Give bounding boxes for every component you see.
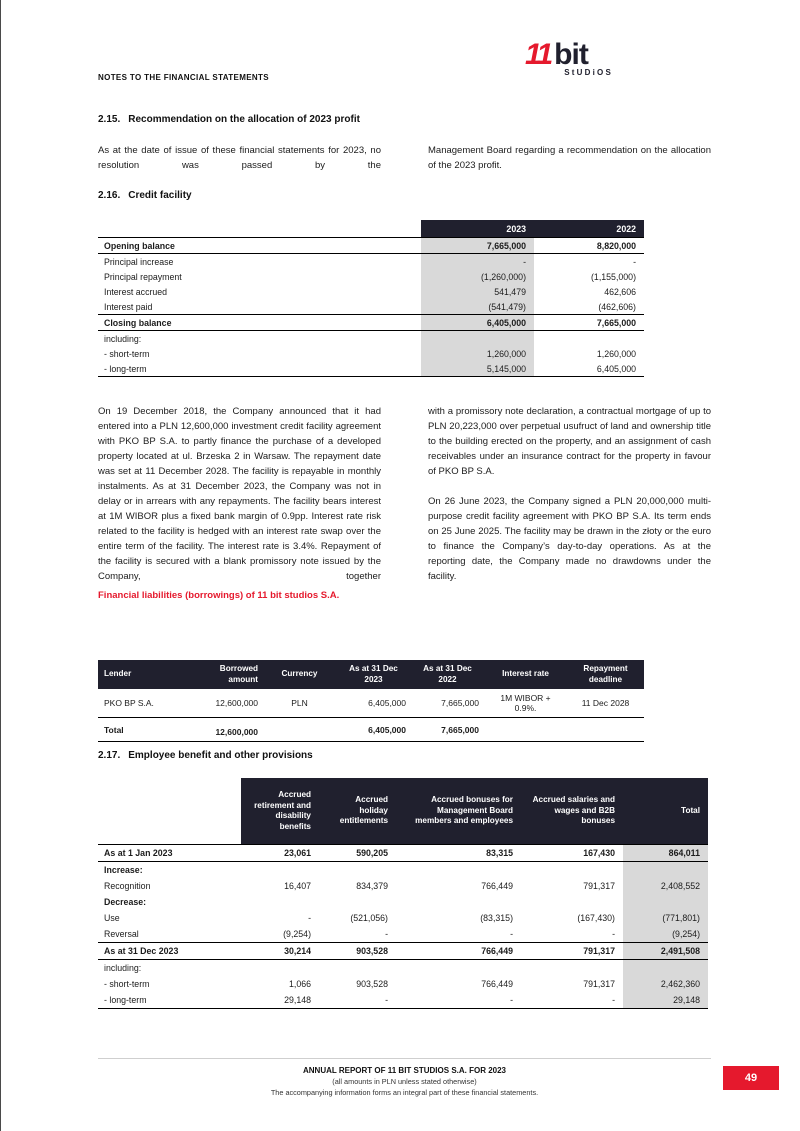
row-label: As at 31 Dec 2023: [98, 943, 241, 960]
employee-benefit-table: [98, 778, 708, 1009]
cell-total: 864,011: [623, 845, 708, 862]
cell: 903,528: [319, 943, 396, 960]
column-header-2023: 2023: [421, 220, 534, 238]
cell: 766,449: [481, 979, 513, 989]
paragraph: On 26 June 2023, the Company signed a PLN 20,000,000 multi-purpose credit facility agreement with PKO BP S.A. Its term ends on 25 June 2025. The facility may be drawn in the złoty or the euro to finance the Company’s day-to-day operations. As at the reporting date, the Company made no drawdowns under the facility.: [428, 496, 711, 582]
cell-2022: (462,606): [598, 301, 636, 312]
table-row: [98, 346, 644, 361]
table-header-row: [98, 778, 708, 845]
cell: (9,254): [283, 929, 311, 939]
empty-cell: [484, 718, 567, 742]
row-label: Opening balance: [98, 238, 421, 254]
row-label: including:: [104, 963, 142, 973]
cell-currency: PLN: [291, 698, 308, 708]
column-header-2022: 2022: [534, 220, 644, 238]
table-row: [98, 976, 708, 992]
cell: (167,430): [577, 913, 615, 923]
cell: 791,317: [583, 881, 615, 891]
section-number: 2.17.: [98, 750, 121, 761]
row-label: including:: [104, 333, 142, 344]
column-header-bonuses: Accrued bonuses for Management Board members and employees: [396, 778, 521, 845]
table-row: [98, 943, 708, 960]
column-header-retirement: Accrued retirement and disability benefits: [241, 778, 319, 845]
table-row: [98, 878, 708, 894]
cell-2023: (1,260,000): [421, 269, 534, 284]
cell-dec-2022: 7,665,000: [441, 698, 479, 708]
cell: 30,214: [241, 943, 319, 960]
column-header-total: Total: [623, 778, 708, 845]
cell-total: [623, 960, 708, 977]
cell: 590,205: [319, 845, 396, 862]
cell-2023: 6,405,000: [421, 315, 534, 331]
row-label: Principal increase: [104, 256, 174, 267]
cell-2022: 7,665,000: [534, 315, 644, 331]
table-row: [98, 284, 644, 299]
cell: -: [319, 992, 396, 1009]
cell: 834,379: [356, 881, 388, 891]
row-label: Interest paid: [104, 301, 153, 312]
cell: -: [308, 913, 311, 923]
section-2-15-body: [98, 143, 711, 173]
footer-amounts-note: (all amounts in PLN unless stated otherwise): [332, 1077, 477, 1086]
empty-header-cell: [98, 220, 421, 238]
column-header-repayment-deadline: Repayment deadline: [567, 660, 644, 689]
table-row: [98, 910, 708, 926]
table-row: [98, 331, 644, 347]
row-label: Interest accrued: [104, 286, 168, 297]
cell-2022: 8,820,000: [534, 238, 644, 254]
column-header-borrowed: Borrowed amount: [189, 660, 263, 689]
financial-liabilities-table: [98, 660, 644, 742]
liabilities-table-lead: Financial liabilities (borrowings) of 11 bit studios S.A.: [98, 590, 340, 601]
cell-dec-2023: 6,405,000: [336, 718, 411, 742]
row-label: As at 1 Jan 2023: [98, 845, 241, 862]
cell-2022: [534, 331, 644, 347]
paragraph: On 19 December 2018, the Company announced that it had entered into a PLN 12,600,000 investment credit facility agreement with PKO BP S.A. to partly finance the purchase of a developed property located at ul. Brzeska 2 in Warsaw. The repayment date was set at 11 December 2028. The facility is repayable in monthly instalments. As at 31 December 2023, the Company was not in delay or in arrears with any repayments. The facility bears interest at 1M WIBOR plus a fixed bank margin of 0.9pp. Interest rate risk related to the facility is hedged with an interest rate swap over the entire term of the facility. The interest rate is 3.4%. Repayment of the facility is secured with a blank promissory note issued by the Company, together: [98, 406, 381, 582]
cell: [241, 862, 319, 879]
empty-header-cell: [98, 778, 241, 845]
row-label: - long-term: [98, 361, 421, 377]
cell-total: 29,148: [623, 992, 708, 1009]
cell: [241, 960, 319, 977]
cell: [241, 894, 319, 910]
cell: 766,449: [481, 881, 513, 891]
cell-2023: [421, 331, 534, 347]
paragraph: with a promissory note declaration, a contractual mortgage of up to PLN 20,223,000 over perpetual usufruct of land and ownership title to the building erected on the property, and an assignment of cash receivables under an insurance contract for the property in favour of PKO BP S.A.: [428, 406, 711, 477]
section-2-15-heading: [98, 114, 360, 125]
table-row: [98, 361, 644, 377]
column-header-salaries: Accrued salaries and wages and B2B bonuses: [521, 778, 623, 845]
cell-2022: 1,260,000: [596, 348, 636, 359]
column-header-lender: Lender: [98, 660, 189, 689]
table-header-row: [98, 220, 644, 238]
cell-2023: -: [421, 254, 534, 270]
cell-interest-rate: 1M WIBOR + 0.9%.: [500, 693, 551, 713]
cell-total: 2,462,360: [623, 976, 708, 992]
section-title: Employee benefit and other provisions: [128, 750, 313, 761]
cell: 167,430: [521, 845, 623, 862]
row-label: Use: [104, 913, 120, 923]
table-header-row: [98, 660, 644, 689]
row-label: - short-term: [104, 348, 150, 359]
section-2-16-heading: [98, 190, 192, 201]
cell: 791,317: [583, 979, 615, 989]
cell-2023: 541,479: [421, 284, 534, 299]
column-header-interest-rate: Interest rate: [484, 660, 567, 689]
table-row: [98, 269, 644, 284]
cell: 791,317: [521, 943, 623, 960]
table-row: [98, 992, 708, 1009]
row-label: Total: [98, 718, 189, 742]
page-footer: [98, 1058, 711, 1097]
cell: [319, 960, 396, 977]
cell: 23,061: [241, 845, 319, 862]
logo-studios-text: StUDiOS: [564, 68, 613, 77]
cell: 16,407: [284, 881, 311, 891]
section-title: Credit facility: [128, 190, 192, 201]
table-row: [98, 862, 708, 879]
table-row: [98, 315, 644, 331]
logo-wordmark: [525, 40, 613, 70]
cell: -: [396, 992, 521, 1009]
table-total-row: [98, 718, 644, 742]
table-row: [98, 689, 644, 718]
cell-2023: (541,479): [421, 299, 534, 315]
cell: [396, 862, 521, 879]
paragraph: Management Board regarding a recommendation on the allocation of the 2023 profit.: [428, 145, 711, 171]
table-row: [98, 299, 644, 315]
company-logo-icon: [525, 40, 613, 77]
credit-facility-table: [98, 220, 644, 377]
cell-total: (771,801): [623, 910, 708, 926]
section-number: 2.15.: [98, 114, 121, 125]
table-row: [98, 894, 708, 910]
cell: 766,449: [396, 943, 521, 960]
row-label: Decrease:: [104, 897, 147, 907]
paragraph: As at the date of issue of these financial statements for 2023, no resolution was passed by the: [98, 145, 381, 171]
column-header-currency: Currency: [263, 660, 336, 689]
row-label: Closing balance: [98, 315, 421, 331]
empty-cell: [567, 718, 644, 742]
cell: 903,528: [356, 979, 388, 989]
cell-lender: PKO BP S.A.: [104, 698, 154, 708]
logo-11-mark: 11: [525, 38, 551, 71]
row-label: - short-term: [104, 979, 150, 989]
row-label: Reversal: [104, 929, 139, 939]
cell: (521,056): [350, 913, 388, 923]
row-label: Recognition: [104, 881, 151, 891]
cell-total: (9,254): [623, 926, 708, 943]
section-2-17-heading: [98, 750, 313, 761]
cell: [319, 894, 396, 910]
cell: (83,315): [480, 913, 513, 923]
cell-repayment-deadline: 11 Dec 2028: [581, 698, 630, 708]
table-row: [98, 960, 708, 977]
cell: -: [521, 992, 623, 1009]
logo-bit-text: bit: [554, 38, 588, 71]
cell: 29,148: [241, 992, 319, 1009]
table-row: [98, 845, 708, 862]
footer-report-title: ANNUAL REPORT OF 11 BIT STUDIOS S.A. FOR 2023: [303, 1066, 506, 1075]
cell: [521, 960, 623, 977]
cell-borrowed: 12,600,000: [215, 698, 258, 708]
cell-total: 2,408,552: [623, 878, 708, 894]
cell-dec-2023: 6,405,000: [368, 698, 406, 708]
cell: 1,066: [288, 979, 311, 989]
cell-dec-2022: 7,665,000: [411, 718, 484, 742]
cell-total: [623, 862, 708, 879]
cell-2022: 6,405,000: [534, 361, 644, 377]
cell-2022: 462,606: [604, 286, 636, 297]
cell-2022: -: [633, 256, 636, 267]
footer-integral-note: The accompanying information forms an integral part of these financial statements.: [270, 1088, 539, 1097]
cell: 83,315: [396, 845, 521, 862]
cell-2022: (1,155,000): [591, 271, 636, 282]
cell: [396, 894, 521, 910]
column-header-dec-2022: As at 31 Dec 2022: [411, 660, 484, 689]
table-row: [98, 926, 708, 943]
cell: [521, 862, 623, 879]
row-label: Increase:: [104, 865, 143, 875]
cell-total: [623, 894, 708, 910]
cell-borrowed: 12,600,000: [189, 718, 263, 742]
column-header-dec-2023: As at 31 Dec 2023: [336, 660, 411, 689]
table-row: [98, 254, 644, 270]
document-header-title: NOTES TO THE FINANCIAL STATEMENTS: [98, 73, 269, 82]
section-2-16-body: [98, 404, 711, 603]
cell: [521, 894, 623, 910]
cell-2023: 5,145,000: [421, 361, 534, 377]
table-row: [98, 238, 644, 254]
column-header-holiday: Accrued holiday entitlements: [319, 778, 396, 845]
page-number-badge: 49: [723, 1066, 779, 1090]
section-title: Recommendation on the allocation of 2023 profit: [128, 114, 360, 125]
cell-total: 2,491,508: [623, 943, 708, 960]
empty-cell: [263, 718, 336, 742]
cell: -: [385, 929, 388, 939]
cell: [396, 960, 521, 977]
cell-2023: 7,665,000: [421, 238, 534, 254]
row-label: - long-term: [98, 992, 241, 1009]
cell: -: [612, 929, 615, 939]
row-label: Principal repayment: [104, 271, 182, 282]
section-number: 2.16.: [98, 190, 121, 201]
cell: [319, 862, 396, 879]
cell: -: [510, 929, 513, 939]
cell-2023: 1,260,000: [421, 346, 534, 361]
